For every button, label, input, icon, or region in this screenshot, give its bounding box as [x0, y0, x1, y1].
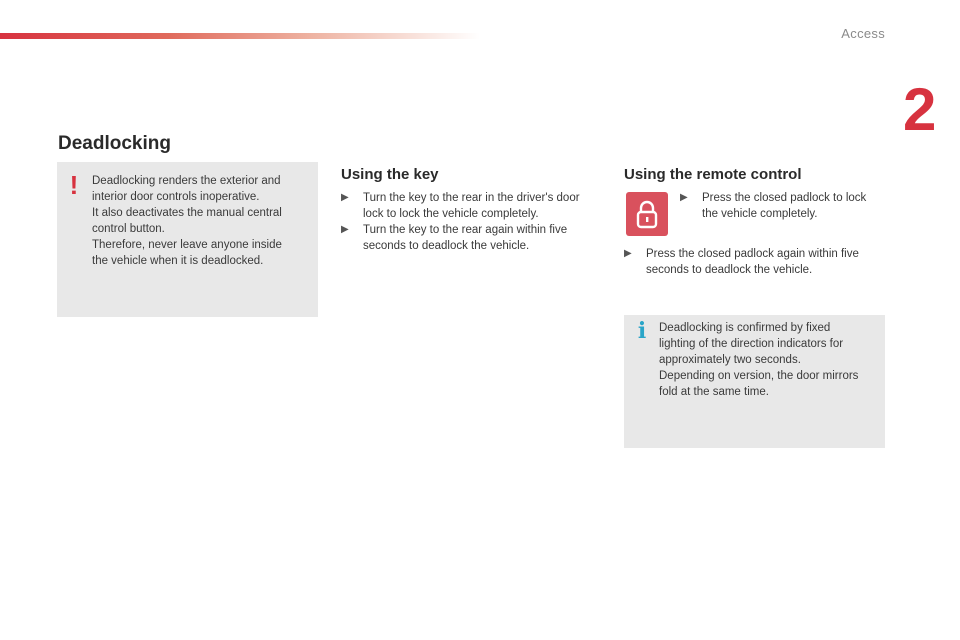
remote-step: [624, 246, 886, 278]
exclamation-icon: !: [69, 170, 79, 200]
header-accent-bar: [0, 33, 480, 39]
step-bullet-icon: ▶: [341, 224, 349, 235]
step-bullet-icon: ▶: [341, 192, 349, 203]
info-line: approximately two seconds.: [659, 354, 801, 366]
warning-line: the vehicle when it is deadlocked.: [92, 255, 264, 267]
key-step-text: Turn the key to the rear in the driver's door lock to lock the vehicle completely.: [363, 192, 580, 220]
page-title: Deadlocking: [58, 133, 171, 154]
step-bullet-icon: ▶: [624, 248, 632, 259]
remote-step-text: Press the closed padlock to lock the vehicle completely.: [702, 192, 867, 220]
info-text: [659, 320, 874, 400]
section-name: Access: [841, 26, 885, 41]
chapter-number: 2: [903, 76, 937, 143]
using-the-remote-heading: Using the remote control: [624, 166, 802, 183]
warning-line: Deadlocking renders the exterior and: [92, 175, 281, 187]
step-bullet-icon: ▶: [680, 192, 688, 203]
info-line: Deadlocking is confirmed by fixed: [659, 322, 831, 334]
warning-line: Therefore, never leave anyone inside: [92, 239, 282, 251]
info-line: fold at the same time.: [659, 386, 769, 398]
info-line: Depending on version, the door mirrors: [659, 370, 859, 382]
warning-line: interior door controls inoperative.: [92, 191, 260, 203]
warning-line: It also deactivates the manual central: [92, 207, 282, 219]
info-box: [624, 315, 885, 448]
closed-padlock-icon: [626, 192, 668, 236]
remote-step-text: Press the closed padlock again within five seconds to deadlock the vehicle.: [646, 248, 859, 276]
warning-line: control button.: [92, 223, 165, 235]
info-line: lighting of the direction indicators for: [659, 338, 844, 350]
key-step: [341, 222, 599, 254]
warning-box: [57, 162, 318, 317]
key-step-text: Turn the key to the rear again within five seconds to deadlock the vehicle.: [363, 224, 568, 252]
using-the-key-heading: Using the key: [341, 166, 439, 183]
key-step: [341, 190, 599, 222]
warning-text: [92, 173, 307, 269]
remote-step: [680, 190, 885, 222]
info-icon: i: [637, 318, 647, 344]
